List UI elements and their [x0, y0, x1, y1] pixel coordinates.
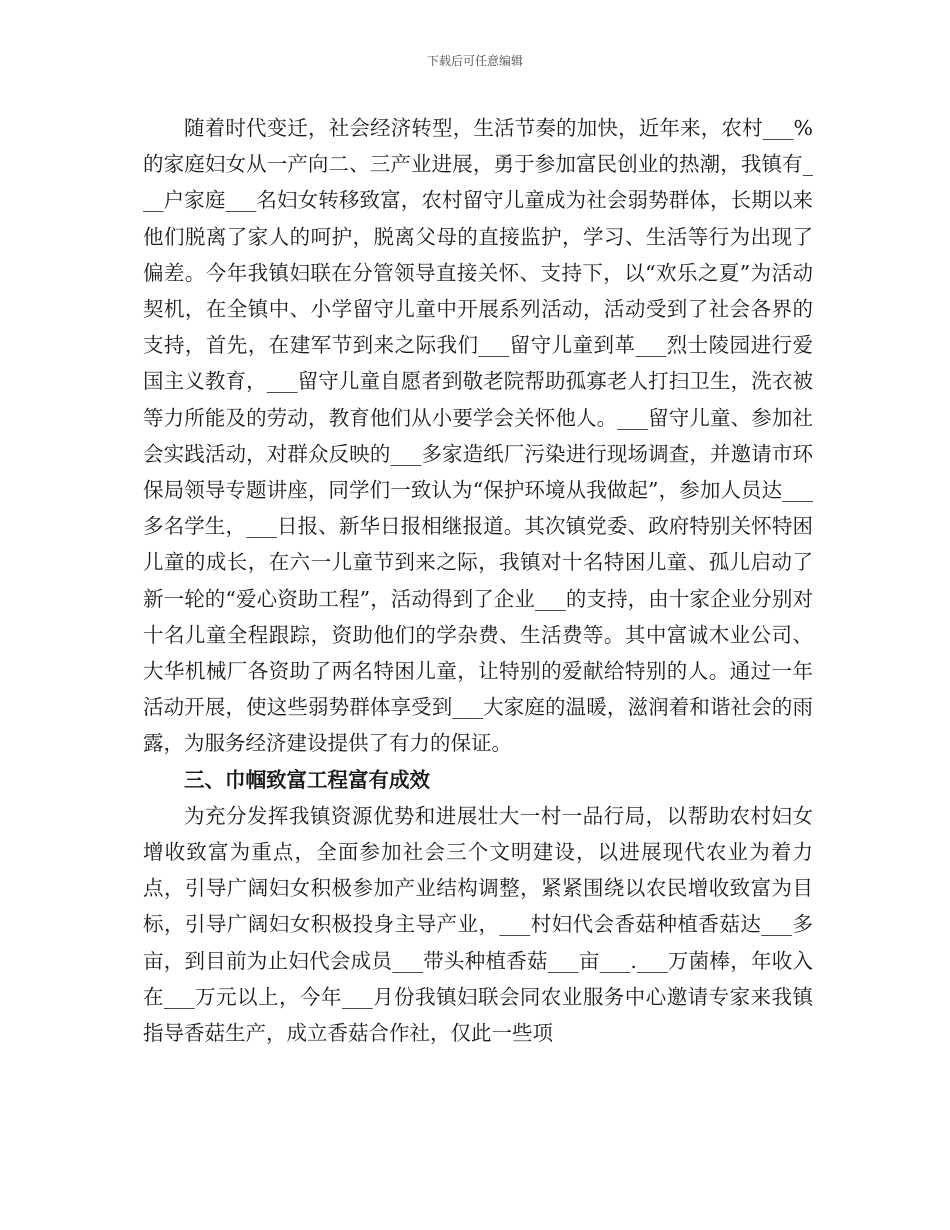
- section-heading: 三、巾帼致富工程富有成效: [184, 767, 430, 792]
- document-body: [143, 110, 813, 1051]
- body-paragraph: 为充分发挥我镇资源优势和进展壮大一村一品行局，以帮助农村妇女增收致富为重点，全面参加社会三个文明建设，以进展现代农业为着力点，引导广阔妇女积极参加产业结构调整，紧紧围绕以农民增收致富为目标，引导广阔妇女积极投身主导产业，___村妇代会香菇种植香菇达___多亩，到目前为止妇代会成员___带头种植香菇___亩___.___万菌棒，年收入在___万元以上，今年___月份我镇妇联会同农业服务中心邀请专家来我镇指导香菇生产，成立香菇合作社，仅此一些项: [143, 803, 813, 1046]
- body-paragraph: 随着时代变迁，社会经济转型，生活节奏的加快，近年来，农村___%的家庭妇女从一产向二、三产业进展，勇于参加富民创业的热潮，我镇有___户家庭___名妇女转移致富，农村留守儿童成为社会弱势群体，长期以来他们脱离了家人的呵护，脱离父母的直接监护，学习、生活等行为出现了偏差。今年我镇妇联在分管领导直接关怀、支持下，以“欢乐之夏”为活动契机，在全镇中、小学留守儿童中开展系列活动，活动受到了社会各界的支持，首先，在建军节到来之际我们___留守儿童到革___烈士陵园进行爱国主义教育，___留守儿童自愿者到敬老院帮助孤寡老人打扫卫生，洗衣被等力所能及的劳动，教育他们从小要学会关怀他人。___留守儿童、参加社会实践活动，对群众反映的___多家造纸厂污染进行现场调查，并邀请市环保局领导专题讲座，同学们一致认为“保护环境从我做起”，参加人员达___多名学生，___日报、新华日报相继报道。其次镇党委、政府特别关怀特困儿童的成长，在六一儿童节到来之际，我镇对十名特困儿童、孤儿启动了新一轮的“爱心资助工程”，活动得到了企业___的支持，由十家企业分别对十名儿童全程跟踪，资助他们的学杂费、生活费等。其中富诚木业公司、大华机械厂各资助了两名特困儿童，让特别的爱献给特别的人。通过一年活动开展，使这些弱势群体享受到___大家庭的温暖，滋润着和谐社会的雨露，为服务经济建设提供了有力的保证。: [143, 116, 813, 756]
- page-header: 下载后可任意编辑: [426, 54, 523, 68]
